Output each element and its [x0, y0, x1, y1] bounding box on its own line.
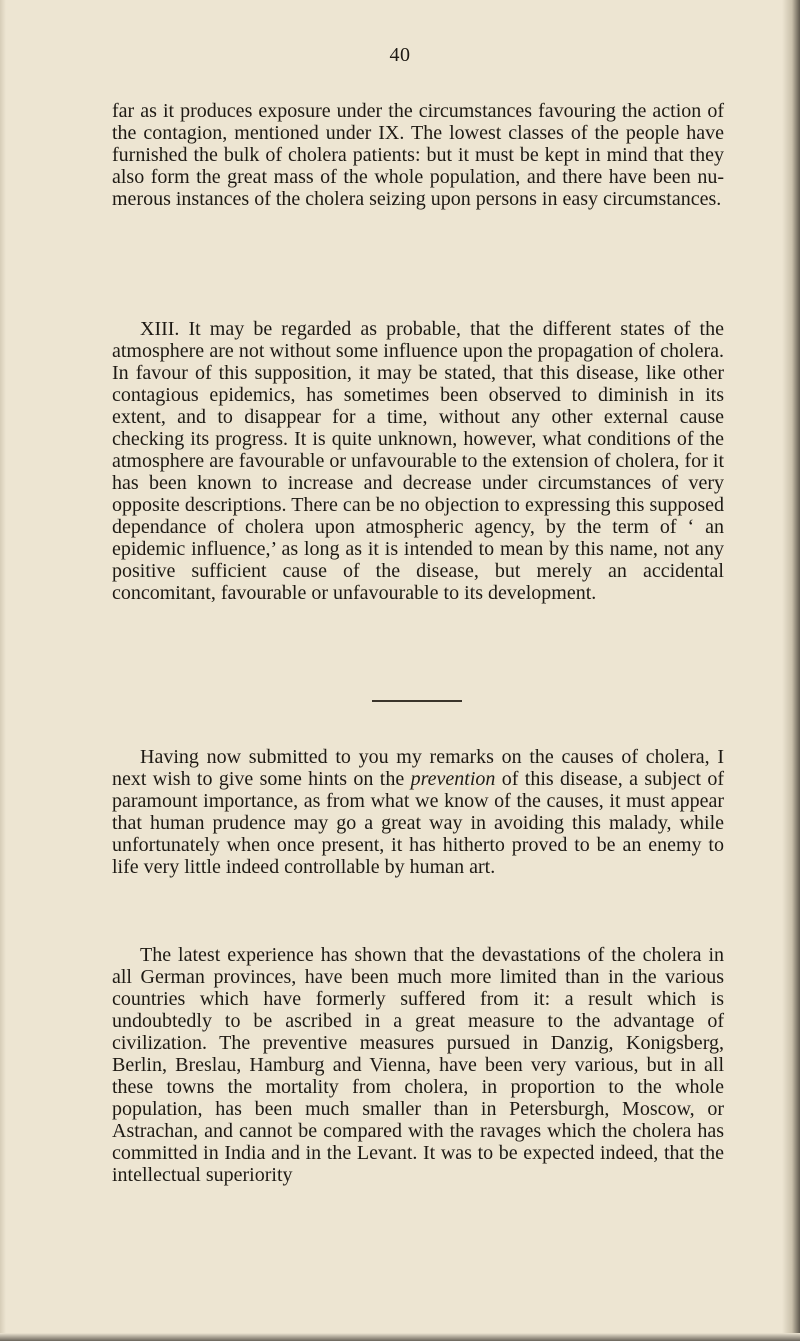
paragraph-prevention	[112, 746, 724, 878]
section-divider	[372, 700, 462, 702]
paragraph-prevention-lead: Having now submitted to you my remarks on the causes of cholera, I next wish to give some hints on the	[112, 746, 724, 790]
paragraph-section-xiii: XIII. It may be regarded as probable, that the different states of the atmosphere are not without some influence upon the propagation of cholera. In favour of this supposition, it may be stated, that this disease, like other contagious epidemics, has sometimes been observed to diminish in its extent, and to disappear for a time, without any other external cause checking its progress. It is quite unknown, however, what conditions of the atmosphere are favourable or unfavourable to the extension of cholera, for it has been known to increase and decrease under circumstances of very opposite descriptions. There can be no objection to expressing this supposed dependance of cholera upon atmospheric agency, by the term of ‘ an epidemic influence,’ as long as it is intended to mean by this name, not any positive sufficient cause of the disease, but merely an accidental concomitant, favourable or unfavourable to its development.	[112, 318, 724, 604]
italic-prevention: prevention	[410, 768, 496, 790]
paragraph-german-provinces: The latest experience has shown that the devastations of the cholera in all German provinces, have been much more limited than in the various countries which have formerly suffered from it: a result which is undoubtedly to be ascribed in a great measure to the advantage of civilization. The preventive measures pursued in Danzig, Konigsberg, Berlin, Breslau, Hamburg and Vienna, have been very various, but in all these towns the mortality from cholera, in proportion to the whole population, has been much smaller than in Petersburgh, Moscow, or Astrachan, and cannot be compared with the ravages which the cholera has committed in India and in the Levant. It was to be expected indeed, that the intellectual superiority	[112, 944, 724, 1186]
page-left-shadow	[0, 0, 6, 1341]
page-number: 40	[389, 44, 411, 66]
page-right-edge	[782, 0, 800, 1341]
paragraph-prevention-rest: of this disease, a subject of paramount importance, as from what we know of the causes, it must appear that human prudence may go a great way in avoiding this malady, while unfortunately when once present, it has hitherto proved to be an enemy to life very little indeed controllable by human art.	[112, 768, 725, 878]
paragraph-continuation: far as it produces exposure under the circumstances favouring the action of the contagion, mentioned under IX. The lowest classes of the people have furnished the bulk of cholera patients: but it must be kept in mind that they also form the great mass of the whole population, and there have been numerous instances of the cholera seizing upon persons in easy circumstances.	[112, 100, 724, 210]
page-bottom-edge	[0, 1333, 800, 1341]
